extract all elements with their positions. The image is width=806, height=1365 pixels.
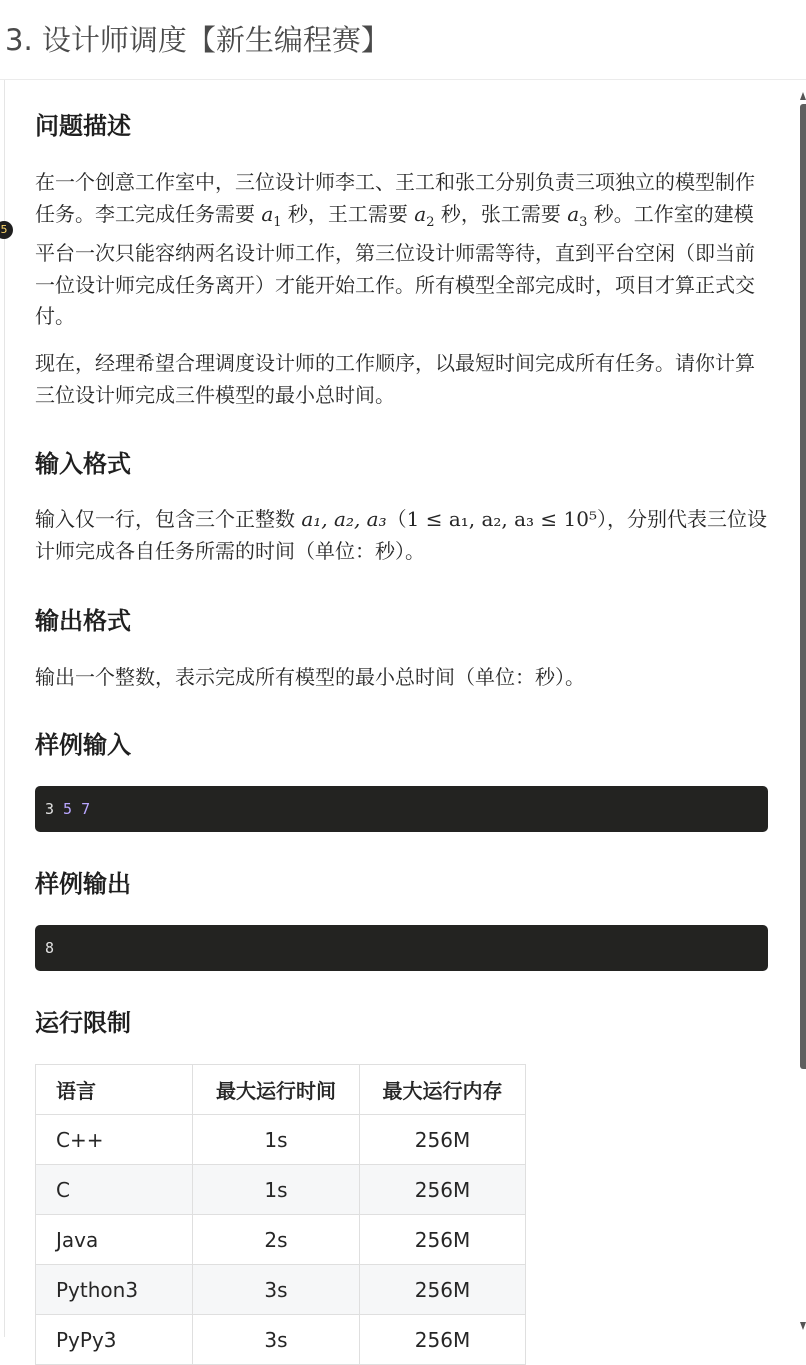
sample-output-code[interactable] xyxy=(35,925,768,971)
desc-text-1: 在一个创意工作室中，三位设计师李工、王工和张工分别负责三项独立的模型制作任务。李工完成任务需要 xyxy=(35,170,755,226)
table-cell: 256M xyxy=(360,1265,526,1315)
sample-input-rest: 5 7 xyxy=(54,800,91,818)
limits-table xyxy=(35,1064,526,1365)
var-a3-letter: a xyxy=(567,201,580,226)
table-cell: C++ xyxy=(36,1115,193,1165)
sample-input-code[interactable] xyxy=(35,786,768,832)
sample-input-first: 3 xyxy=(45,800,55,818)
table-cell: 256M xyxy=(360,1215,526,1265)
var-a2-letter: a xyxy=(414,201,427,226)
var-a2 xyxy=(414,201,435,230)
column-header: 语言 xyxy=(36,1065,193,1115)
heading-limits: 运行限制 xyxy=(35,1009,131,1037)
heading-input-format: 输入格式 xyxy=(35,450,131,478)
desc-text-3: 秒，张工需要 xyxy=(434,201,568,226)
table-cell: 1s xyxy=(193,1115,360,1165)
table-cell: PyPy3 xyxy=(36,1315,193,1365)
var-a1-sub: 1 xyxy=(273,214,282,230)
side-badge[interactable]: 5 xyxy=(0,221,13,239)
table-row xyxy=(36,1315,526,1365)
input-text-2: （ xyxy=(386,507,407,531)
heading-sample-input: 样例输入 xyxy=(35,731,131,759)
input-text-1: 输入仅一行，包含三个正整数 xyxy=(35,507,302,531)
table-cell: 256M xyxy=(360,1315,526,1365)
heading-sample-output: 样例输出 xyxy=(35,870,131,898)
input-text-3: ），分别代表三位设计师完成各自任务所需的时间（单位：秒）。 xyxy=(35,507,768,563)
desc-text-4: 秒。工作室的建模平台一次只能容纳两名设计师工作，第三位设计师需等待，直到平台空闲（即当前一位设计师完成任务离开）才能开始工作。所有模型全部完成时，项目才算正式交付。 xyxy=(35,201,755,328)
table-cell: C xyxy=(36,1165,193,1215)
input-format-paragraph xyxy=(35,504,769,567)
scroll-up-arrow-icon[interactable] xyxy=(800,92,806,100)
desc-text-2: 秒，王工需要 xyxy=(281,201,415,226)
var-a2-sub: 2 xyxy=(426,214,435,230)
heading-output-format: 输出格式 xyxy=(35,607,131,635)
table-cell: 3s xyxy=(193,1265,360,1315)
column-header: 最大运行时间 xyxy=(193,1065,360,1115)
scrollbar-thumb[interactable] xyxy=(800,104,806,1069)
description-paragraph-2: 现在，经理希望合理调度设计师的工作顺序，以最短时间完成所有任务。请你计算三位设计师完成三件模型的最小总时间。 xyxy=(35,351,755,407)
input-constraint: 1 ≤ a₁, a₂, a₃ ≤ 10⁵ xyxy=(406,507,598,531)
page-title: 3. 设计师调度【新生编程赛】 xyxy=(5,23,390,57)
table-cell: Java xyxy=(36,1215,193,1265)
var-a1 xyxy=(261,201,282,230)
description-paragraph-1 xyxy=(35,167,769,333)
table-cell: 256M xyxy=(360,1115,526,1165)
table-cell: 1s xyxy=(193,1165,360,1215)
sample-output-value: 8 xyxy=(45,939,55,957)
title-bar xyxy=(0,0,806,80)
heading-description: 问题描述 xyxy=(35,112,131,140)
table-cell: 3s xyxy=(193,1315,360,1365)
table-row xyxy=(36,1165,526,1215)
table-cell: Python3 xyxy=(36,1265,193,1315)
table-header-row xyxy=(36,1065,526,1115)
table-row xyxy=(36,1265,526,1315)
var-a1-letter: a xyxy=(261,201,274,226)
var-a3-sub: 3 xyxy=(579,214,588,230)
scroll-down-arrow-icon[interactable] xyxy=(800,1322,806,1330)
table-row xyxy=(36,1115,526,1165)
table-cell: 2s xyxy=(193,1215,360,1265)
var-a3 xyxy=(567,201,588,230)
table-cell: 256M xyxy=(360,1165,526,1215)
column-header: 最大运行内存 xyxy=(360,1065,526,1115)
input-vars: a₁, a₂, a₃ xyxy=(301,507,387,531)
output-format-paragraph: 输出一个整数，表示完成所有模型的最小总时间（单位：秒）。 xyxy=(35,665,585,689)
problem-content-panel xyxy=(0,80,806,1352)
table-row xyxy=(36,1215,526,1265)
